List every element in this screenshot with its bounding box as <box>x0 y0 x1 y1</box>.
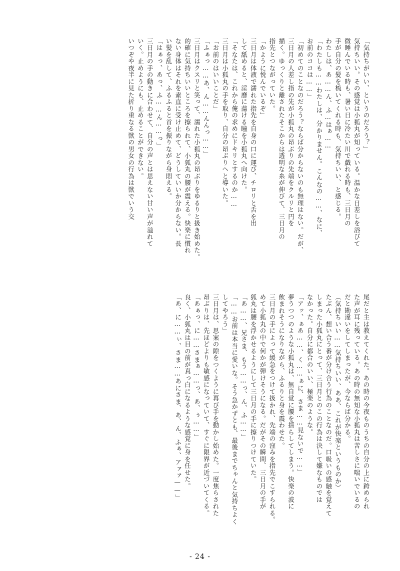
text-column: 「あ、に……ぃ、さま……あにさま、あ、ん、ふぁ、アァァ——」 <box>173 294 181 502</box>
text-column: 三日月の手の動きに合わせて、自分の声とは思えない甘い声が溢れて <box>145 38 153 248</box>
text-column: わたしは、あ……ん、ふ…はぁ…… <box>324 38 332 150</box>
text-column: いく。止めようにも、止めることができない。 <box>136 38 144 180</box>
text-column: 的確に気持ちいいところを擦られて、小狐丸の腰が震える。快楽に慣れ <box>183 38 191 254</box>
text-column: めて小狐丸の中で何かが弾けそうになる。だがその瞬間、三日月の手が <box>258 294 266 510</box>
text-column: して舐めると、淫靡に蕩ける瞳を小狐丸へ向けた。 <box>239 38 247 194</box>
text-column: 尾だと主は教えてくれた。あの時の今夜ものうちの自分の上に跨められ <box>362 294 369 510</box>
text-column: 「わたしも……わたしは、分かりません。こんなの……、なに、 <box>314 38 322 237</box>
upper-text-block <box>34 38 370 274</box>
text-column: 「初めてのことなのだろう？ならば分からないのも無理はない。だが、 <box>296 38 304 254</box>
text-column: 「ふぁっ……あ、ん……んんっ……」 <box>202 38 210 158</box>
text-column: 夢うつつのような小狐丸は、無自覚に腰を揺らしてしまう。快楽の波に <box>286 294 294 510</box>
page-number: - 24 - <box>189 553 211 561</box>
text-column: 手が自分の髪を梳いてくれる時も、気持ちいい、と感じる。 <box>333 38 341 221</box>
text-column: 「かように悦んでいるぞ」 <box>258 38 266 119</box>
text-column: 気持ちいい。その感覚は小狐丸が知っている。温かな日差しを浴びて <box>352 38 360 248</box>
text-column: なかった。自分に都合のいい、極楽のような。 <box>305 294 313 436</box>
text-column: 三日月は小狐丸の手を取り、自分の昂ぶりへと導いた。 <box>220 38 228 207</box>
text-column: い髪を乱して、ふるふると首を振りながら身悶える。 <box>164 38 172 200</box>
text-column: ない身体はそれを素直に受け止めて、どうしていいか分からない。長 <box>173 38 181 248</box>
text-column: 飲まれそうになりながら、ふるりと身を震わせた。 <box>277 294 285 450</box>
text-column: （気持ちいい……気持ちいい、ああ、これが快楽というものか） <box>333 294 341 492</box>
text-column: 微睡んでいる時も、暑い日に冷たい川で戯れる時も、三日月の <box>343 38 351 227</box>
text-column: 三日月の手によって緩急をつけて扱かれ、先端の窪みを指先でこすられる。 <box>267 294 275 524</box>
text-column: 昂ぶりは、先ほどよりも敏感になっていて、すぐに限界が近づいてくる。 <box>202 294 210 517</box>
text-column: 三日月の人差し指の先が小狐丸の昂ぶりの先端をクルリと円を <box>286 38 294 227</box>
text-column: してやろう」 <box>220 294 228 335</box>
text-column: しまった小狐丸にとって、三日月とのこの行為は決して嫌なものでは <box>314 294 322 504</box>
text-column: お前のココは……」 <box>305 38 313 101</box>
text-column: 「気持ちがいい、というのだろう？」 <box>362 38 369 153</box>
text-column: だと勘違いをしてしまったが、今ならば分かる。 <box>343 294 351 443</box>
text-column: 三日月はクスリと笑って、濡れた小狐丸の昂ぶりをゆるりと扱き始めた。 <box>192 38 200 261</box>
text-column: 「あぁっ、に……さまぁ……っ、あ、ぅ……」 <box>192 294 200 441</box>
text-column: 良く、小狐丸は目の前が真っ白になるような感覚に身を任せた。 <box>183 294 191 490</box>
text-column: 描く。ゆっくりと離されたそこからは透明な糸が伸びて、三日月の <box>277 38 285 241</box>
text-column: 狐丸は腰を浮かせるようにして三日月の手に擦りつけていた。 <box>249 294 257 483</box>
text-column: 「そなたは、これから俺の求めにドキリとするのか…… <box>230 38 238 209</box>
text-column: 「アッ、ぁあ……、く……ぁに、さま……見ないで……」 <box>296 294 304 476</box>
lower-text-block <box>34 294 370 534</box>
text-column: いつぞや夜半に見た折り重なる獣の男女の行為は獣でいう交 <box>126 38 134 221</box>
text-column: 「……お前は本当に愛いな。そう急かずとも、最後までちゃんと気持ちよく <box>230 294 238 526</box>
text-column: 三日月は体液で濡れた指先を自身の口に運び、チロリと舌を出 <box>249 38 257 227</box>
text-column: たぶん、想い合う番が分け合う行為のことなのだ。口吸いの感触を覚えて <box>324 294 332 517</box>
text-column: 「お前のはいいことだ」 <box>211 38 219 113</box>
text-column: 「はぁっ、あっ、ふ……ん……っ」 <box>155 38 163 150</box>
text-column: 三日月は、思案の隙をつくように再び手を動かし始めた。一度焦らされた <box>211 294 219 517</box>
text-column: 指先とつながっていた。 <box>267 38 275 113</box>
text-column: 「あ……、兄さま、もう……っ、ん、ふ……」 <box>239 294 247 441</box>
text-column: た声が耳に残っている。あの時の無知な小狐丸は苦しさに喘いでいるの <box>352 294 360 510</box>
